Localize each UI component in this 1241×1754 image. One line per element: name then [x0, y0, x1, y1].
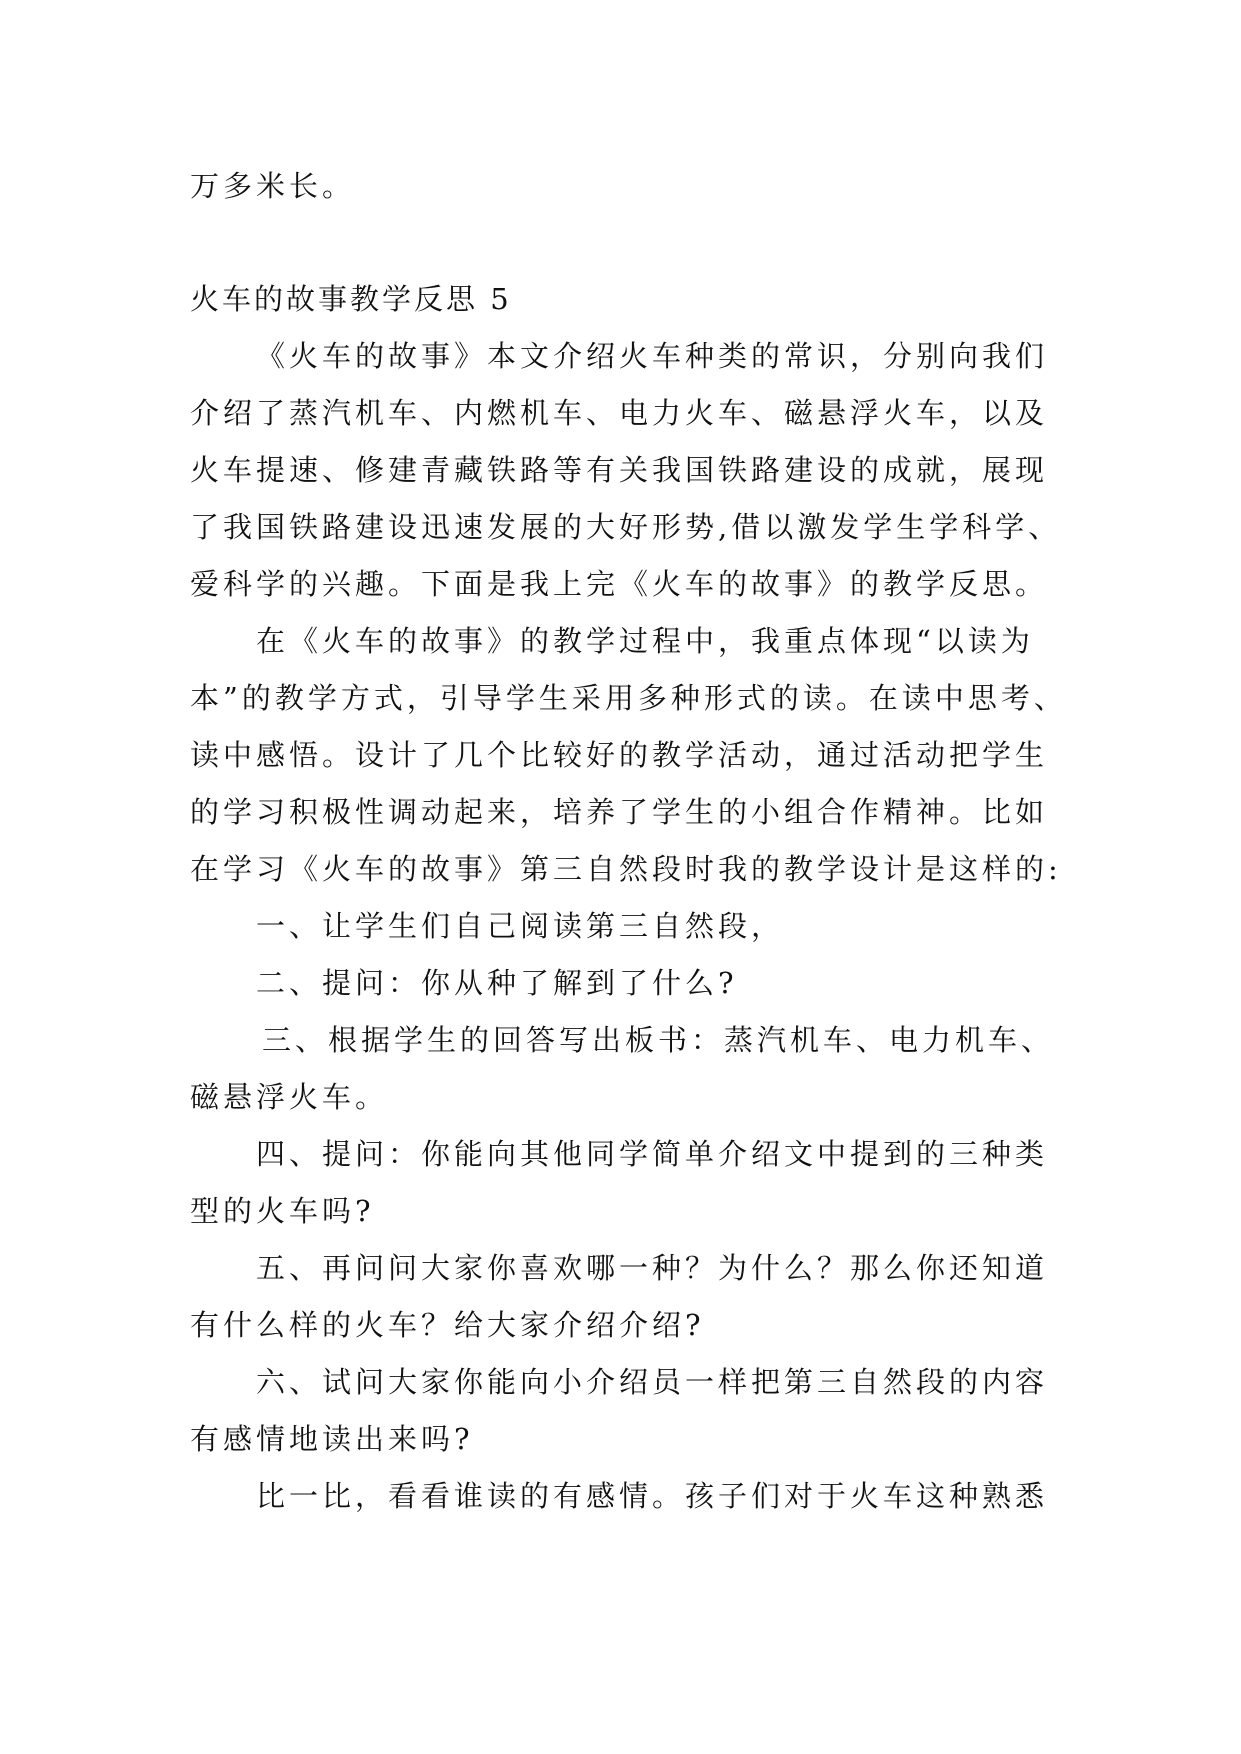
list-item-continuation: 型的火车吗?	[190, 1194, 375, 1228]
list-item: 二、提问：你从种了解到了什么?	[256, 966, 738, 1000]
list-item: 一、让学生们自己阅读第三自然段，	[256, 909, 785, 943]
list-item-continuation: 有什么样的火车？给大家介绍介绍?	[190, 1308, 705, 1342]
list-item: 三、根据学生的回答写出板书：蒸汽机车、电力机车、	[262, 1023, 1055, 1057]
paragraph-line: 了我国铁路建设迅速发展的大好形势,借以激发学生学科学、	[190, 510, 1062, 544]
list-item: 四、提问：你能向其他同学简单介绍文中提到的三种类	[256, 1137, 1049, 1171]
paragraph-line: 比一比，看看谁读的有感情。孩子们对于火车这种熟悉	[256, 1479, 1049, 1513]
section-heading: 火车的故事教学反思 5	[190, 282, 512, 316]
list-item-continuation: 有感情地读出来吗?	[190, 1422, 474, 1456]
paragraph-line: 本”的教学方式，引导学生采用多种形式的读。在读中思考、	[190, 681, 1067, 715]
paragraph-line: 的学习积极性调动起来，培养了学生的小组合作精神。比如	[190, 795, 1049, 829]
paragraph-line: 介绍了蒸汽机车、内燃机车、电力火车、磁悬浮火车，以及	[190, 396, 1049, 430]
paragraph-line: 爱科学的兴趣。下面是我上完《火车的故事》的教学反思。	[190, 567, 1049, 601]
list-item: 五、再问问大家你喜欢哪一种？为什么？那么你还知道	[256, 1251, 1049, 1285]
text-line: 万多米长。	[190, 169, 356, 203]
paragraph-line: 在《火车的故事》的教学过程中，我重点体现“以读为	[256, 624, 1034, 658]
list-item-continuation: 磁悬浮火车。	[190, 1080, 389, 1114]
list-item: 六、试问大家你能向小介绍员一样把第三自然段的内容	[256, 1365, 1049, 1399]
paragraph-line: 读中感悟。设计了几个比较好的教学活动，通过活动把学生	[190, 738, 1049, 772]
paragraph-line: 《火车的故事》本文介绍火车种类的常识，分别向我们	[256, 339, 1049, 373]
paragraph-line: 在学习《火车的故事》第三自然段时我的教学设计是这样的:	[190, 852, 1062, 886]
paragraph-line: 火车提速、修建青藏铁路等有关我国铁路建设的成就，展现	[190, 453, 1049, 487]
